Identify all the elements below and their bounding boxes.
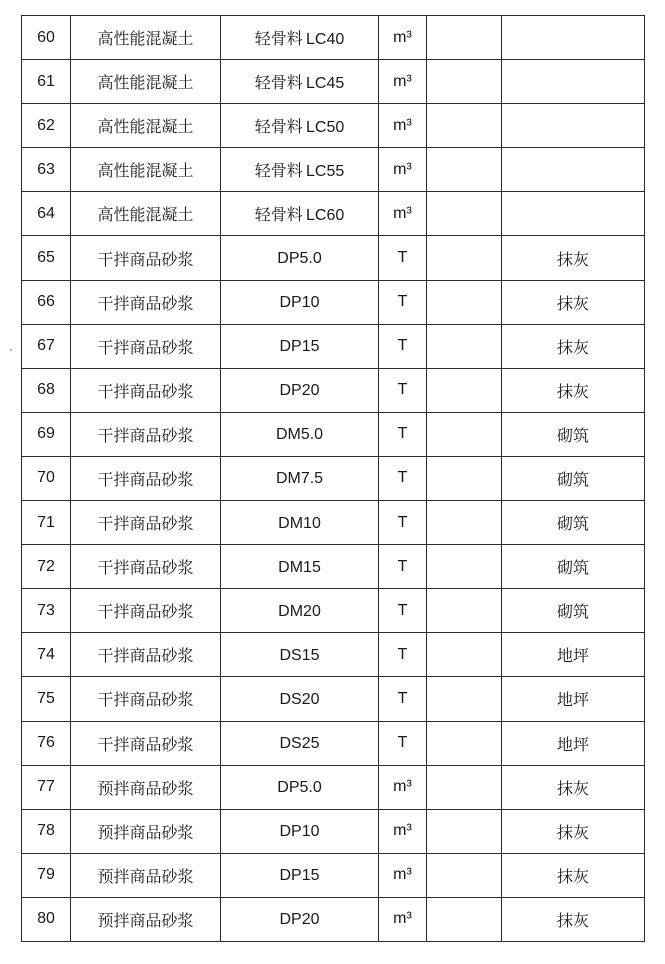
table-row xyxy=(22,897,645,941)
spec-cell xyxy=(221,280,379,324)
spec-code: DP10 xyxy=(279,823,320,841)
spec-code: LC50 xyxy=(305,119,345,137)
spec-cell xyxy=(221,853,379,897)
table-row xyxy=(22,545,645,589)
extra-cell xyxy=(427,765,502,809)
scan-speck xyxy=(10,349,12,351)
unit-cell: T xyxy=(379,545,427,589)
table-row xyxy=(22,853,645,897)
row-number-cell: 74 xyxy=(22,633,71,677)
row-number-cell: 61 xyxy=(22,60,71,104)
spec-cell xyxy=(221,501,379,545)
material-name-cell: 干拌商品砂浆 xyxy=(71,280,221,324)
row-number-cell: 72 xyxy=(22,545,71,589)
extra-cell xyxy=(427,192,502,236)
row-number-cell: 70 xyxy=(22,456,71,500)
row-number-cell: 75 xyxy=(22,677,71,721)
spec-cell xyxy=(221,456,379,500)
unit-cell: T xyxy=(379,236,427,280)
table-row xyxy=(22,809,645,853)
row-number-cell: 63 xyxy=(22,148,71,192)
material-name-cell: 预拌商品砂浆 xyxy=(71,809,221,853)
spec-cell xyxy=(221,16,379,60)
table-row xyxy=(22,324,645,368)
spec-cell xyxy=(221,192,379,236)
table-row xyxy=(22,456,645,500)
material-name-cell: 干拌商品砂浆 xyxy=(71,324,221,368)
row-number-cell: 73 xyxy=(22,589,71,633)
extra-cell xyxy=(427,104,502,148)
table-row xyxy=(22,677,645,721)
table-row xyxy=(22,280,645,324)
row-number-cell: 69 xyxy=(22,412,71,456)
usage-cell: 抹灰 xyxy=(502,897,645,941)
spec-code: LC60 xyxy=(305,207,345,225)
row-number-cell: 71 xyxy=(22,501,71,545)
usage-cell: 砌筑 xyxy=(502,545,645,589)
spec-cell xyxy=(221,368,379,412)
material-name-cell: 干拌商品砂浆 xyxy=(71,236,221,280)
spec-cell xyxy=(221,633,379,677)
row-number-cell: 64 xyxy=(22,192,71,236)
material-name-cell: 干拌商品砂浆 xyxy=(71,368,221,412)
spec-code: DP5.0 xyxy=(277,250,322,268)
extra-cell xyxy=(427,501,502,545)
material-name-cell: 预拌商品砂浆 xyxy=(71,853,221,897)
row-number-cell: 68 xyxy=(22,368,71,412)
usage-cell xyxy=(502,60,645,104)
usage-cell: 抹灰 xyxy=(502,765,645,809)
spec-code: DM20 xyxy=(278,602,321,620)
unit-cell: m³ xyxy=(379,148,427,192)
usage-cell: 抹灰 xyxy=(502,236,645,280)
spec-code: DS25 xyxy=(279,735,320,753)
spec-cell xyxy=(221,104,379,148)
material-name-cell: 高性能混凝土 xyxy=(71,148,221,192)
extra-cell xyxy=(427,456,502,500)
spec-prefix: 轻骨料 xyxy=(254,161,303,181)
spec-cell xyxy=(221,809,379,853)
usage-cell: 抹灰 xyxy=(502,368,645,412)
table-row xyxy=(22,104,645,148)
table-row xyxy=(22,412,645,456)
extra-cell xyxy=(427,324,502,368)
usage-cell: 抹灰 xyxy=(502,324,645,368)
unit-cell: T xyxy=(379,589,427,633)
unit-cell: T xyxy=(379,677,427,721)
spec-prefix: 轻骨料 xyxy=(254,29,303,49)
unit-cell: T xyxy=(379,280,427,324)
row-number-cell: 76 xyxy=(22,721,71,765)
unit-cell: m³ xyxy=(379,809,427,853)
usage-cell: 抹灰 xyxy=(502,280,645,324)
unit-cell: m³ xyxy=(379,16,427,60)
extra-cell xyxy=(427,853,502,897)
spec-cell xyxy=(221,545,379,589)
unit-cell: T xyxy=(379,324,427,368)
material-name-cell: 干拌商品砂浆 xyxy=(71,677,221,721)
spec-code: DS20 xyxy=(279,690,320,708)
usage-cell: 抹灰 xyxy=(502,853,645,897)
spec-code: DP20 xyxy=(279,911,320,929)
spec-code: DP5.0 xyxy=(277,779,322,797)
usage-cell: 地坪 xyxy=(502,633,645,677)
usage-cell: 地坪 xyxy=(502,677,645,721)
spec-cell xyxy=(221,677,379,721)
extra-cell xyxy=(427,280,502,324)
usage-cell xyxy=(502,104,645,148)
spec-cell xyxy=(221,589,379,633)
extra-cell xyxy=(427,368,502,412)
row-number-cell: 60 xyxy=(22,16,71,60)
row-number-cell: 62 xyxy=(22,104,71,148)
extra-cell xyxy=(427,633,502,677)
material-name-cell: 干拌商品砂浆 xyxy=(71,589,221,633)
spec-prefix: 轻骨料 xyxy=(254,117,303,137)
row-number-cell: 66 xyxy=(22,280,71,324)
table-row xyxy=(22,148,645,192)
extra-cell xyxy=(427,236,502,280)
spec-cell xyxy=(221,236,379,280)
spec-code: DM10 xyxy=(278,514,321,532)
row-number-cell: 77 xyxy=(22,765,71,809)
table-row xyxy=(22,765,645,809)
unit-cell: T xyxy=(379,721,427,765)
spec-code: LC40 xyxy=(305,31,345,49)
material-name-cell: 预拌商品砂浆 xyxy=(71,765,221,809)
spec-cell xyxy=(221,412,379,456)
extra-cell xyxy=(427,148,502,192)
row-number-cell: 79 xyxy=(22,853,71,897)
table-row xyxy=(22,192,645,236)
spec-code: DP15 xyxy=(279,867,320,885)
unit-cell: T xyxy=(379,412,427,456)
spec-code: DS15 xyxy=(279,646,320,664)
row-number-cell: 67 xyxy=(22,324,71,368)
spec-cell xyxy=(221,765,379,809)
table-row xyxy=(22,368,645,412)
spec-code: LC45 xyxy=(305,75,345,93)
spec-cell xyxy=(221,324,379,368)
spec-code: DM5.0 xyxy=(275,426,324,444)
spec-cell xyxy=(221,897,379,941)
materials-table xyxy=(21,15,645,942)
unit-cell: m³ xyxy=(379,192,427,236)
unit-cell: m³ xyxy=(379,853,427,897)
usage-cell: 抹灰 xyxy=(502,809,645,853)
usage-cell xyxy=(502,148,645,192)
unit-cell: T xyxy=(379,501,427,545)
material-name-cell: 干拌商品砂浆 xyxy=(71,633,221,677)
spec-cell xyxy=(221,60,379,104)
usage-cell: 砌筑 xyxy=(502,412,645,456)
unit-cell: m³ xyxy=(379,765,427,809)
materials-table-body xyxy=(22,16,645,942)
row-number-cell: 80 xyxy=(22,897,71,941)
unit-cell: T xyxy=(379,456,427,500)
spec-code: DP10 xyxy=(279,294,320,312)
material-name-cell: 高性能混凝土 xyxy=(71,60,221,104)
unit-cell: m³ xyxy=(379,60,427,104)
usage-cell: 砌筑 xyxy=(502,501,645,545)
row-number-cell: 78 xyxy=(22,809,71,853)
unit-cell: m³ xyxy=(379,104,427,148)
extra-cell xyxy=(427,412,502,456)
spec-prefix: 轻骨料 xyxy=(254,205,303,225)
spec-prefix: 轻骨料 xyxy=(254,73,303,93)
spec-code: DM7.5 xyxy=(275,470,324,488)
material-name-cell: 预拌商品砂浆 xyxy=(71,897,221,941)
material-name-cell: 高性能混凝土 xyxy=(71,192,221,236)
usage-cell: 砌筑 xyxy=(502,589,645,633)
row-number-cell: 65 xyxy=(22,236,71,280)
usage-cell: 地坪 xyxy=(502,721,645,765)
extra-cell xyxy=(427,809,502,853)
material-name-cell: 干拌商品砂浆 xyxy=(71,501,221,545)
unit-cell: T xyxy=(379,368,427,412)
unit-cell: T xyxy=(379,633,427,677)
material-name-cell: 干拌商品砂浆 xyxy=(71,456,221,500)
table-row xyxy=(22,589,645,633)
table-row xyxy=(22,721,645,765)
spec-code: DP15 xyxy=(279,338,320,356)
extra-cell xyxy=(427,60,502,104)
material-name-cell: 干拌商品砂浆 xyxy=(71,721,221,765)
usage-cell: 砌筑 xyxy=(502,456,645,500)
extra-cell xyxy=(427,897,502,941)
extra-cell xyxy=(427,589,502,633)
table-row xyxy=(22,236,645,280)
spec-cell xyxy=(221,721,379,765)
usage-cell xyxy=(502,16,645,60)
extra-cell xyxy=(427,545,502,589)
spec-code: DM15 xyxy=(278,558,321,576)
material-name-cell: 干拌商品砂浆 xyxy=(71,412,221,456)
material-name-cell: 高性能混凝土 xyxy=(71,16,221,60)
unit-cell: m³ xyxy=(379,897,427,941)
extra-cell xyxy=(427,721,502,765)
table-row xyxy=(22,16,645,60)
usage-cell xyxy=(502,192,645,236)
table-row xyxy=(22,60,645,104)
spec-cell xyxy=(221,148,379,192)
table-row xyxy=(22,501,645,545)
extra-cell xyxy=(427,677,502,721)
extra-cell xyxy=(427,16,502,60)
table-row xyxy=(22,633,645,677)
material-name-cell: 干拌商品砂浆 xyxy=(71,545,221,589)
material-name-cell: 高性能混凝土 xyxy=(71,104,221,148)
spec-code: LC55 xyxy=(305,163,345,181)
spec-code: DP20 xyxy=(279,382,320,400)
